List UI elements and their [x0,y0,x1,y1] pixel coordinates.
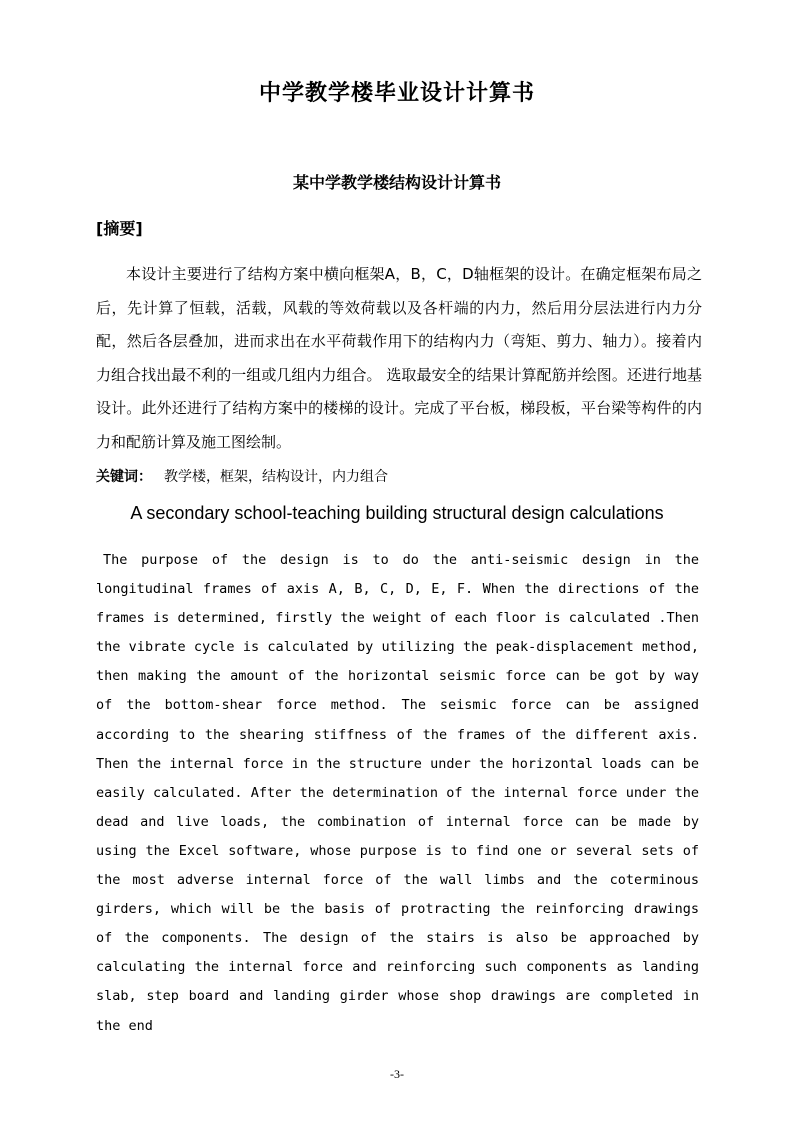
english-abstract-text: The purpose of the design is to do the anti-seismic design in the longitudinal frames of axis A, B, C, D, E, F. When the directions of the frames is determined, firstly the weight of each floor is calculated .Then the vibrate cycle is calculated by utilizing the peak-displacement method, then making the amount of the horizontal seismic force can be got by way of the bottom-shear force method. The seismic force can be assigned according to the shearing stiffness of the frames of the different axis. Then the internal force in the structure under the horizontal loads can be easily calculated. After the determination of the internal force under the dead and live loads, the combination of internal force can be made by using the Excel software, whose purpose is to find one or several sets of the most adverse internal force of the wall limbs and the coterminous girders, which will be the basis of protracting the reinforcing drawings of the components. The design of the stairs is also be approached by calculating the internal force and reinforcing such components as landing slab, step board and landing girder whose shop drawings are completed in the end [96,552,699,1034]
main-title: 中学教学楼毕业设计计算书 [258,81,535,106]
keywords-line [96,466,388,486]
abstract-body: 本设计主要进行了结构方案中横向框架A，B，C，D轴框架的设计。在确定框架布局之后，先计算了恒载，活载，风载的等效荷载以及各杆端的内力，然后用分层法进行内力分配，然后各层叠加，进而求出在水平荷载作用下的结构内力（弯矩、剪力、轴力）。接着内力组合找出最不利的一组或几组内力组合。 选取最安全的结果计算配筋并绘图。还进行地基设计。此外还进行了结构方案中的楼梯的设计。完成了平台板，梯段板，平台梁等构件的内力和配筋计算及施工图绘制。 [96,265,702,451]
english-title: A secondary school-teaching building structural design calculations [130,503,664,523]
abstract-heading: [摘要] [96,219,143,238]
keywords-label: 关键词： [96,469,152,485]
keywords-text: 教学楼，框架，结构设计，内力组合 [164,469,388,485]
page-number: -3- [390,1067,404,1081]
english-abstract [96,546,699,1041]
sub-title: 某中学教学楼结构设计计算书 [292,173,501,192]
